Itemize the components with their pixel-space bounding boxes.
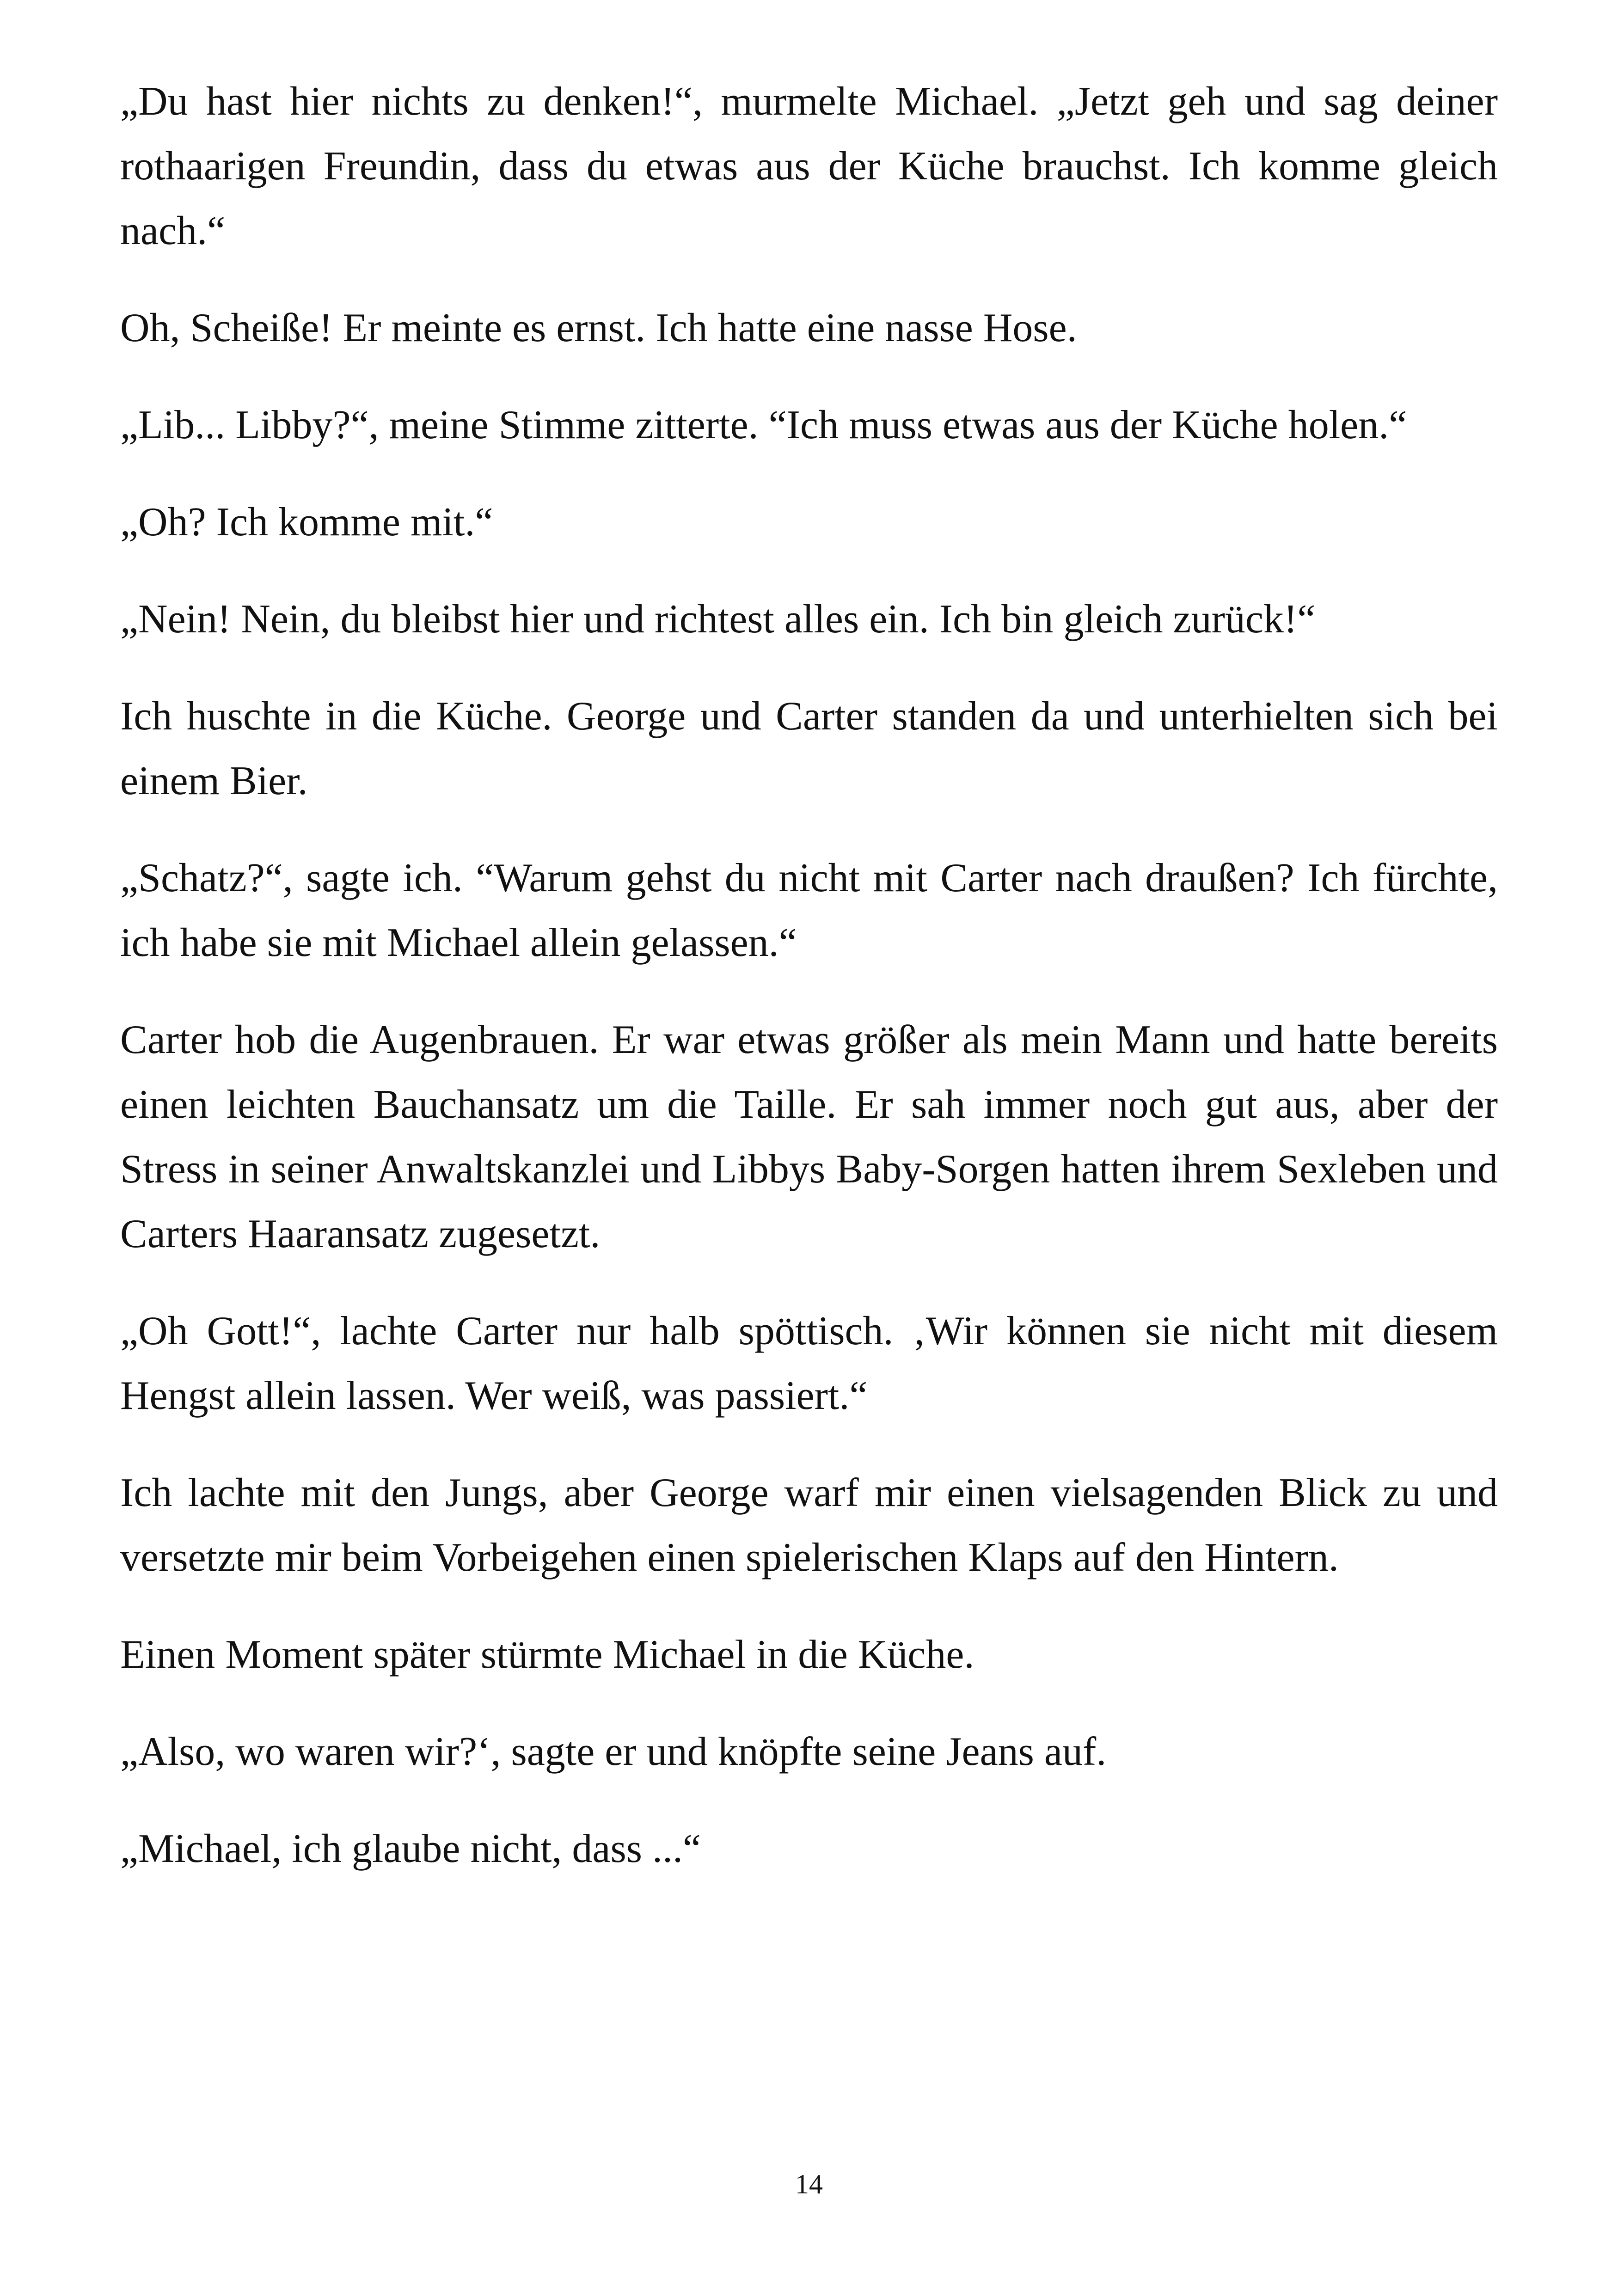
paragraph-13: „Michael, ich glaube nicht, dass ...“ xyxy=(120,1826,701,1871)
paragraph-3: „Lib... Libby?“, meine Stimme zitterte. “Ich muss etwas aus der Küche holen.“ xyxy=(120,403,1407,447)
paragraph-8: Carter hob die Augenbrauen. Er war etwas größer als mein Mann und hatte bereits einen leichten Bauchansatz um die Taille. Er sah immer noch gut aus, aber der Stress in seiner Anwaltskanzlei und Libbys Baby-Sorgen hatten ihrem Sexleben und Carters Haaransatz zugesetzt. xyxy=(120,1017,1498,1256)
paragraph-4: „Oh? Ich komme mit.“ xyxy=(120,500,493,545)
paragraph-5: „Nein! Nein, du bleibst hier und richtest alles ein. Ich bin gleich zurück!“ xyxy=(120,597,1316,642)
paragraph-11: Einen Moment später stürmte Michael in die Küche. xyxy=(120,1632,974,1677)
paragraph-10: Ich lachte mit den Jungs, aber George warf mir einen vielsagenden Blick zu und versetzte mir beim Vorbeigehen einen spielerischen Klaps auf den Hintern. xyxy=(120,1470,1498,1580)
paragraph-2: Oh, Scheiße! Er meinte es ernst. Ich hatte eine nasse Hose. xyxy=(120,306,1077,350)
paragraph-7: „Schatz?“, sagte ich. “Warum gehst du nicht mit Carter nach draußen? Ich fürchte, ich habe sie mit Michael allein gelassen.“ xyxy=(120,856,1498,965)
paragraph-6: Ich huschte in die Küche. George und Carter standen da und unterhielten sich bei einem Bier. xyxy=(120,694,1498,803)
paragraph-9: „Oh Gott!“, lachte Carter nur halb spöttisch. ‚Wir können sie nicht mit diesem Hengst allein lassen. Wer weiß, was passiert.“ xyxy=(120,1309,1498,1418)
page-number: 14 xyxy=(795,2169,823,2199)
paragraph-1: „Du hast hier nichts zu denken!“, murmelte Michael. „Jetzt geh und sag deiner rothaarigen Freundin, dass du etwas aus der Küche brauchst. Ich komme gleich nach.“ xyxy=(120,79,1498,253)
body-text xyxy=(120,69,1498,1914)
paragraph-12: „Also, wo waren wir?‘, sagte er und knöpfte seine Jeans auf. xyxy=(120,1729,1107,1774)
